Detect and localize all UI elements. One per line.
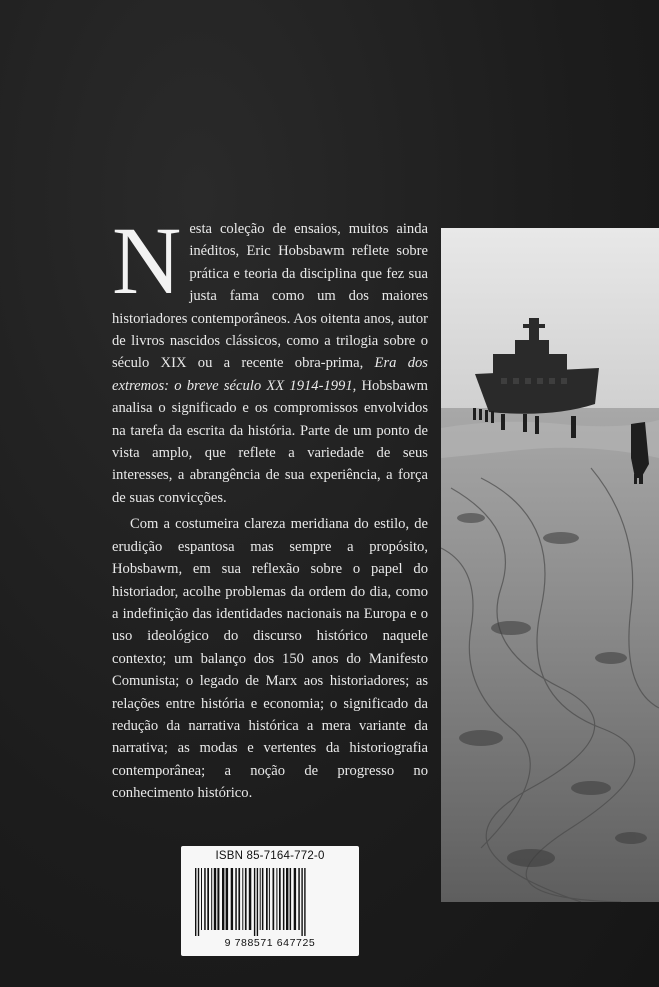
barcode-bars	[195, 868, 345, 936]
blurb-p1-start: esta coleção de ensaios, muitos ainda inéditos, Eric Hobsbawm reflete sobre prática e teoria da disciplina que fez sua justa fama como um dos maiores historiadores contemporâneos. Aos oitenta anos, autor de livros nascidos clássicos, como a trilogia sobre o século XIX ou a recente obra-prima,	[112, 221, 428, 372]
blurb-paragraph-1	[112, 207, 428, 509]
blurb-p1-end: , Hobsbawm analisa o significado e os compromissos envolvidos na tarefa da escrita da história. Parte de um ponto de vista amplo, que reflete a variedade de seus interesses, a abrangência de sua experiência, a força de suas convicções.	[112, 377, 428, 506]
barcode-label	[181, 846, 359, 956]
blurb-paragraph-2: Com a costumeira clareza meridiana do estilo, de erudição espantosa mas sempre a propósito, Hobsbawm, em sua reflexão sobre o papel do historiador, acolhe problemas da ordem do dia, como a indefinição das identidades nacionais na Europa e o uso ideológico do discurso histórico naquele contexto; um balanço dos 150 anos do Manifesto Comunista; o legado de Marx aos historiadores; as relações entre história e economia; o significado da redução da narrativa histórica a mera variante da narrativa; as modas e vertentes da historiografia contemporânea; a noção de progresso no conhecimento histórico.	[112, 516, 428, 802]
ship-on-beach-photo	[441, 228, 659, 902]
blurb-text	[112, 207, 428, 805]
drop-cap: N	[112, 207, 182, 314]
book-title-italic: Era dos extremos: o breve século XX 1914-1991	[112, 355, 428, 394]
ean-digits: 9 788571 647725	[224, 937, 316, 949]
isbn-label: ISBN 85-7164-772-0	[215, 850, 325, 862]
photo-illustration	[441, 228, 659, 902]
